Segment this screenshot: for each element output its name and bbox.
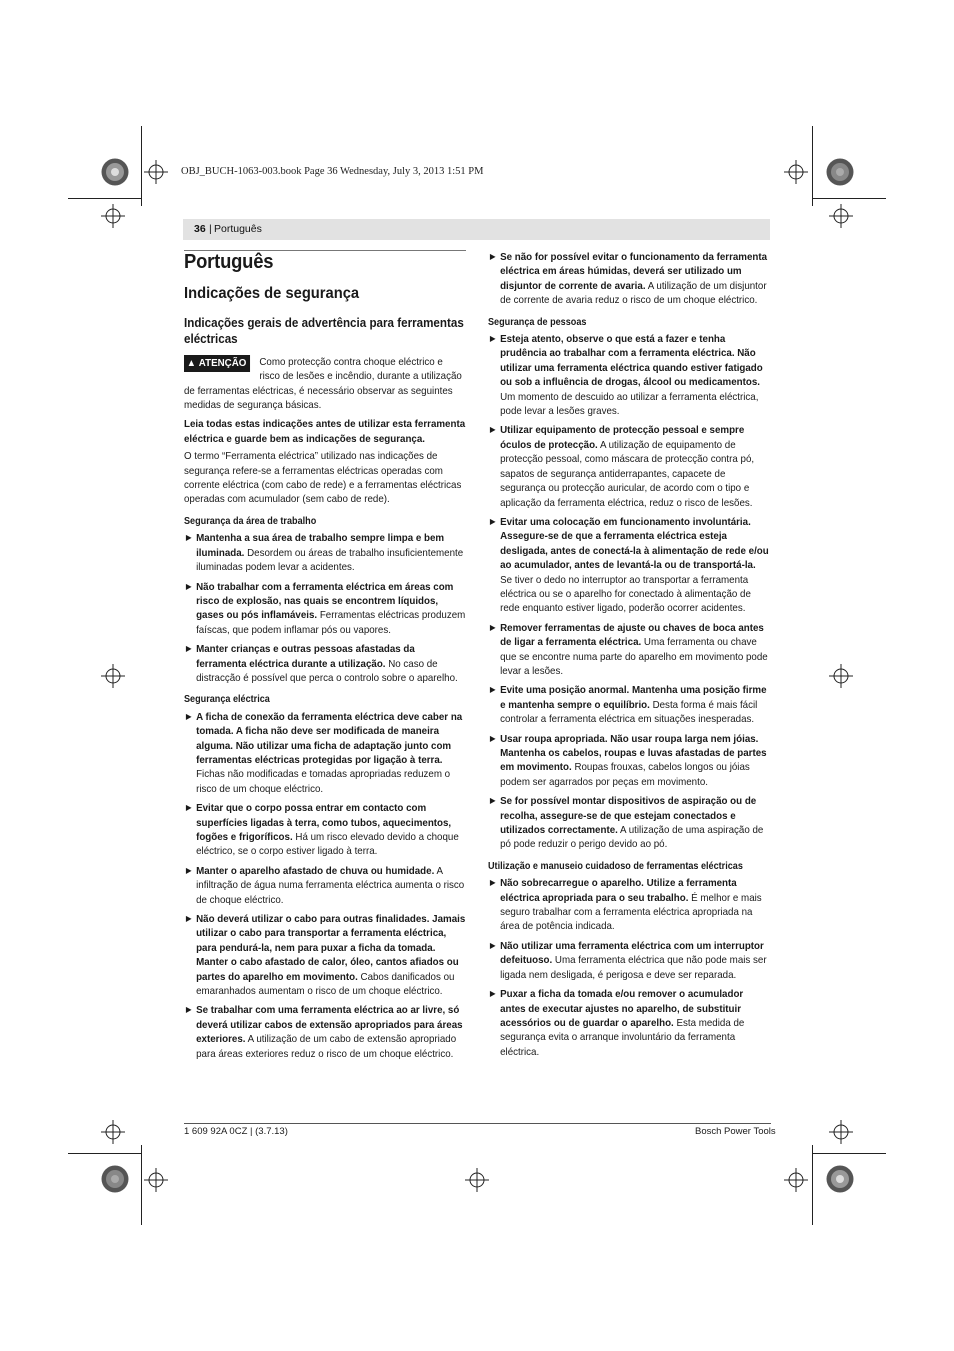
list-item: ▶ Puxar a ficha da tomada e/ou remover o acumulador antes de executar ajustes no aparelho, de substituir acessórios ou de guardar o aparelho. Esta medida de segurança evita o arranque involuntário da ferramenta eléctrica. bbox=[489, 988, 745, 1058]
list-item: ▶ Utilizar equipamento de protecção pessoal e sempre óculos de protecção. A utilização de equipamento de protecção pessoal, como máscara de protecção contra pó, sapatos de segurança antiderrapantes, capacete de segurança ou protecção auricular, de acordo com o tipo e aplicação da ferramenta eléctrica, reduz o risco de lesões. bbox=[489, 424, 755, 509]
bullet-arrow-icon: ▶ bbox=[185, 914, 192, 924]
crosshair-icon bbox=[784, 1168, 808, 1192]
crosshair-icon bbox=[829, 1120, 853, 1144]
read-notice: Leia todas estas indicações antes de utilizar esta ferramenta eléctrica e guarde bem as indicações de segurança. bbox=[184, 418, 466, 445]
list-item: ▶ Mantenha a sua área de trabalho sempre limpa e bem iluminada. Desordem ou áreas de trabalho insuficientemente iluminadas podem levar a acidentes. bbox=[185, 532, 464, 574]
bullet-arrow-icon: ▶ bbox=[489, 425, 496, 435]
left-column bbox=[184, 250, 466, 1066]
list-item: ▶ Evite uma posição anormal. Mantenha uma posição firme e mantenha sempre o equilíbrio. Desta forma é mais fácil controlar a ferramenta eléctrica em situações inesperadas. bbox=[489, 684, 767, 726]
list-item: ▶ Se não for possível evitar o funcionamento da ferramenta eléctrica em áreas húmidas, deverá ser utilizado um disjuntor de corrente de avaria. A utilização de um disjuntor de corrente de avaria reduz o risco de um choque eléctrico. bbox=[489, 251, 768, 307]
crosshair-icon bbox=[784, 160, 808, 184]
bullet-arrow-icon: ▶ bbox=[185, 803, 192, 813]
bullet-arrow-icon: ▶ bbox=[489, 989, 496, 999]
registration-rosette-icon bbox=[825, 157, 855, 187]
footer-brand: Bosch Power Tools bbox=[695, 1126, 776, 1137]
usage-heading: Utilização e manuseio cuidadoso de ferramentas eléctricas bbox=[488, 859, 743, 872]
footer-doc-number: 1 609 92A 0CZ | (3.7.13) bbox=[184, 1126, 288, 1137]
bullet-arrow-icon: ▶ bbox=[489, 940, 496, 950]
work-area-heading: Segurança da área de trabalho bbox=[184, 514, 317, 527]
bullet-arrow-icon: ▶ bbox=[185, 644, 192, 654]
list-item: ▶ Não sobrecarregue o aparelho. Utilize a ferramenta eléctrica apropriada para o seu trabalho. É melhor e mais seguro trabalhar com a ferramenta eléctrica apropriada na área de potência indicada. bbox=[489, 877, 762, 933]
bullet-arrow-icon: ▶ bbox=[489, 733, 496, 743]
registration-rosette-icon bbox=[100, 1164, 130, 1194]
bullet-arrow-icon: ▶ bbox=[185, 711, 192, 721]
list-item: ▶ Se trabalhar com uma ferramenta eléctrica ao ar livre, só deverá utilizar cabos de extensão apropriados para áreas exteriores. A utilização de um cabo de extensão apropriado para áreas exteriores reduz o risco de um choque eléctrico. bbox=[185, 1004, 463, 1060]
crosshair-icon bbox=[144, 160, 168, 184]
footer-rule bbox=[184, 1123, 771, 1124]
list-item: ▶ Remover ferramentas de ajuste ou chaves de boca antes de ligar a ferramenta eléctrica. Uma ferramenta ou chave que se encontre numa parte do aparelho em movimento pode levar a lesões. bbox=[489, 621, 768, 677]
header-section: Português bbox=[214, 223, 262, 235]
term-notice: O termo “Ferramenta eléctrica” utilizado nas indicações de segurança refere-se a ferramentas eléctricas operadas com corrente eléctrica (com cabo de rede) e a ferramentas eléctricas operadas com acumulador (sem cabo de rede). bbox=[184, 450, 462, 506]
list-item: ▶ Esteja atento, observe o que está a fazer e tenha prudência ao trabalhar com a ferramenta eléctrica. Não utilizar uma ferramenta eléctrica quando estiver fatigado ou sob a influência de drogas, álcool ou medicamentos. Um momento de descuido ao utilizar a ferramenta eléctrica, pode levar a lesões graves. bbox=[489, 333, 763, 418]
page-number: 36 bbox=[194, 223, 206, 235]
header-separator: | bbox=[209, 223, 212, 235]
bullet-arrow-icon: ▶ bbox=[489, 252, 496, 261]
bullet-arrow-icon: ▶ bbox=[185, 533, 192, 543]
crosshair-icon bbox=[829, 204, 853, 228]
bullet-arrow-icon: ▶ bbox=[185, 865, 192, 875]
page-title: Português bbox=[184, 251, 274, 273]
bullet-arrow-icon: ▶ bbox=[489, 878, 496, 888]
page-header bbox=[183, 219, 770, 240]
electrical-heading: Segurança eléctrica bbox=[184, 693, 270, 706]
bullet-arrow-icon: ▶ bbox=[489, 516, 496, 526]
list-item: ▶ Não deverá utilizar o cabo para outras finalidades. Jamais utilizar o cabo para transportar a ferramenta eléctrica, para pendurá-la, nem para puxar a ficha da tomada. Manter o cabo afastado de calor, óleo, cantos afiados ou partes do aparelho em movimento. Cabos danificados ou emaranhados aumentam o risco de um choque eléctrico. bbox=[185, 913, 466, 998]
list-item: ▶ Evitar que o corpo possa entrar em contacto com superfícies ligadas à terra, como tubos, aquecimentos, fogões e frigoríficos. Há um risco elevado devido a choque eléctrico, se o corpo estiver ligado à terra. bbox=[185, 802, 459, 858]
bullet-arrow-icon: ▶ bbox=[489, 334, 496, 344]
crosshair-icon bbox=[829, 664, 853, 688]
right-column bbox=[488, 250, 770, 1064]
section-title: Indicações de segurança bbox=[184, 285, 360, 303]
warning-badge: ▲ ATENÇÃO bbox=[184, 355, 250, 372]
electrical-list bbox=[184, 710, 466, 1061]
general-heading: Indicações gerais de advertência para ferramentas eléctricas bbox=[184, 315, 464, 346]
crosshair-icon bbox=[144, 1168, 168, 1192]
registration-rosette-icon bbox=[825, 1164, 855, 1194]
bullet-arrow-icon: ▶ bbox=[489, 796, 496, 806]
registration-rosette-icon bbox=[100, 157, 130, 187]
personal-heading: Segurança de pessoas bbox=[488, 315, 587, 328]
bullet-arrow-icon: ▶ bbox=[489, 685, 496, 695]
crosshair-icon bbox=[101, 204, 125, 228]
crosshair-icon bbox=[101, 1120, 125, 1144]
list-item: ▶ Manter o aparelho afastado de chuva ou humidade. A infiltração de água numa ferramenta eléctrica aumenta o risco de choque eléctrico. bbox=[185, 864, 465, 906]
warning-triangle-icon: ▲ bbox=[186, 357, 197, 369]
warning-block bbox=[184, 355, 466, 413]
warning-text: Como protecção contra choque eléctrico e risco de lesões e incêndio, durante a utilização de ferramentas eléctricas, é necessário observar as seguintes medidas de segurança básicas. bbox=[184, 355, 462, 412]
work-area-list bbox=[184, 531, 466, 685]
list-item: ▶ A ficha de conexão da ferramenta eléctrica deve caber na tomada. A ficha não deve ser modificada de maneira alguma. Não utilizar uma ficha de adaptação junto com ferramentas eléctricas protegidas por ligação à terra. Fichas não modificadas e tomadas apropriadas reduzem o risco de um choque eléctrico. bbox=[185, 710, 463, 795]
bullet-arrow-icon: ▶ bbox=[489, 622, 496, 632]
list-item: ▶ Usar roupa apropriada. Não usar roupa larga nem jóias. Mantenha os cabelos, roupas e luvas afastadas de partes em movimento. Roupas frouxas, cabelos longos ou jóias podem ser agarrados por peças em movimento. bbox=[489, 732, 767, 788]
electrical-continued-list bbox=[488, 250, 770, 308]
list-item: ▶ Evitar uma colocação em funcionamento involuntária. Assegure-se de que a ferramenta eléctrica esteja desligada, antes de conectá-la à alimentação de rede e/ou ao acumulador, antes de levantá-la ou de transportá-la. Se tiver o dedo no interruptor ao transportar a ferramenta eléctrica ou se o aparelho for conectado à alimentação de rede enquanto estiver ligado, poderão ocorrer acidentes. bbox=[489, 515, 769, 615]
list-item: ▶ Não utilizar uma ferramenta eléctrica com um interruptor defeituoso. Uma ferramenta eléctrica que não pode mais ser ligada nem desligada, é perigosa e deve ser reparada. bbox=[489, 939, 767, 981]
list-item: ▶ Não trabalhar com a ferramenta eléctrica em áreas com risco de explosão, nas quais se encontrem líquidos, gases ou pós inflamáveis. Ferramentas eléctricas produzem faíscas, que podem inflamar pós ou vapores. bbox=[185, 580, 466, 636]
bullet-arrow-icon: ▶ bbox=[185, 1005, 192, 1015]
usage-list bbox=[488, 876, 770, 1059]
list-item: ▶ Se for possível montar dispositivos de aspiração ou de recolha, assegure-se de que estejam conectados e utilizados correctamente. A utilização de uma aspiração de pó pode reduzir o perigo devido ao pó. bbox=[489, 795, 764, 851]
crosshair-icon bbox=[101, 664, 125, 688]
personal-list bbox=[488, 332, 770, 852]
print-info: OBJ_BUCH-1063-003.book Page 36 Wednesday, July 3, 2013 1:51 PM bbox=[181, 166, 484, 177]
list-item: ▶ Manter crianças e outras pessoas afastadas da ferramenta eléctrica durante a utilização. No caso de distracção é possível que perca o controlo sobre o aparelho. bbox=[185, 643, 458, 684]
crosshair-icon bbox=[465, 1168, 489, 1192]
bullet-arrow-icon: ▶ bbox=[185, 581, 192, 591]
